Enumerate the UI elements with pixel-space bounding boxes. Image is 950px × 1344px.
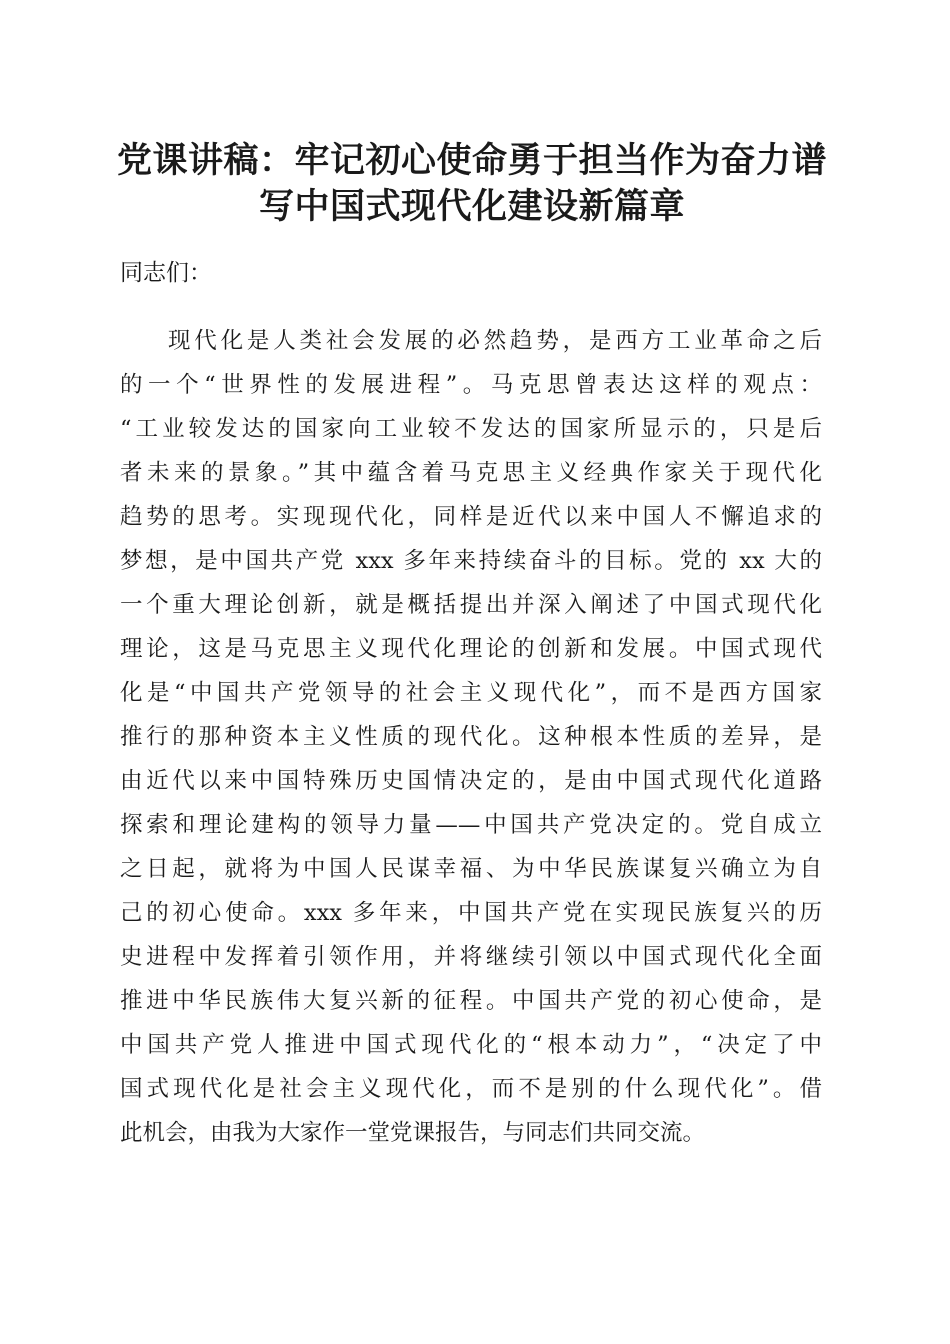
paragraph-line: 国式现代化是社会主义现代化，而不是别的什么现代化”。借 [120,1076,822,1102]
paragraph-line: 推行的那种资本主义性质的现代化。这种根本性质的差异，是 [120,724,822,750]
paragraph-line: 现代化是人类社会发展的必然趋势，是西方工业革命之后 [168,328,822,354]
paragraph-line: 一个重大理论创新，就是概括提出并深入阐述了中国式现代化 [120,592,822,618]
paragraph-line: 中国共产党人推进中国式现代化的“根本动力”，“决定了中 [120,1032,822,1058]
salutation: 同志们： [120,260,212,286]
paragraph-line: 推进中华民族伟大复兴新的征程。中国共产党的初心使命，是 [120,988,822,1014]
title-line-1: 党课讲稿：牢记初心使命勇于担当作为奋力谱 [116,140,827,181]
paragraph-line: 趋势的思考。实现现代化，同样是近代以来中国人不懈追求的 [120,504,822,530]
paragraph-line: “工业较发达的国家向工业较不发达的国家所显示的，只是后 [120,416,822,442]
paragraph-line: 化是“中国共产党领导的社会主义现代化”，而不是西方国家 [120,680,822,706]
paragraph-line: 者未来的景象。”其中蕴含着马克思主义经典作家关于现代化 [120,460,822,486]
paragraph-line: 此机会，由我为大家作一堂党课报告，与同志们共同交流。 [120,1120,706,1146]
paragraph-line: 由近代以来中国特殊历史国情决定的，是由中国式现代化道路 [120,768,822,794]
document-title [112,138,832,230]
paragraph-line: 史进程中发挥着引领作用，并将继续引领以中国式现代化全面 [120,944,822,970]
paragraph-line: 理论，这是马克思主义现代化理论的创新和发展。中国式现代 [120,636,822,662]
paragraph-line: 探索和理论建构的领导力量——中国共产党决定的。党自成立 [120,812,822,838]
paragraph-line: 梦想，是中国共产党 xxx 多年来持续奋斗的目标。党的 xx 大的 [120,548,822,574]
paragraph-line: 的一个“世界性的发展进程”。马克思曾表达这样的观点： [120,372,822,398]
title-line-2: 写中国式现代化建设新篇章 [258,186,685,227]
paragraph-line: 己的初心使命。xxx 多年来，中国共产党在实现民族复兴的历 [120,900,822,926]
paragraph-line: 之日起，就将为中国人民谋幸福、为中华民族谋复兴确立为自 [120,856,822,882]
